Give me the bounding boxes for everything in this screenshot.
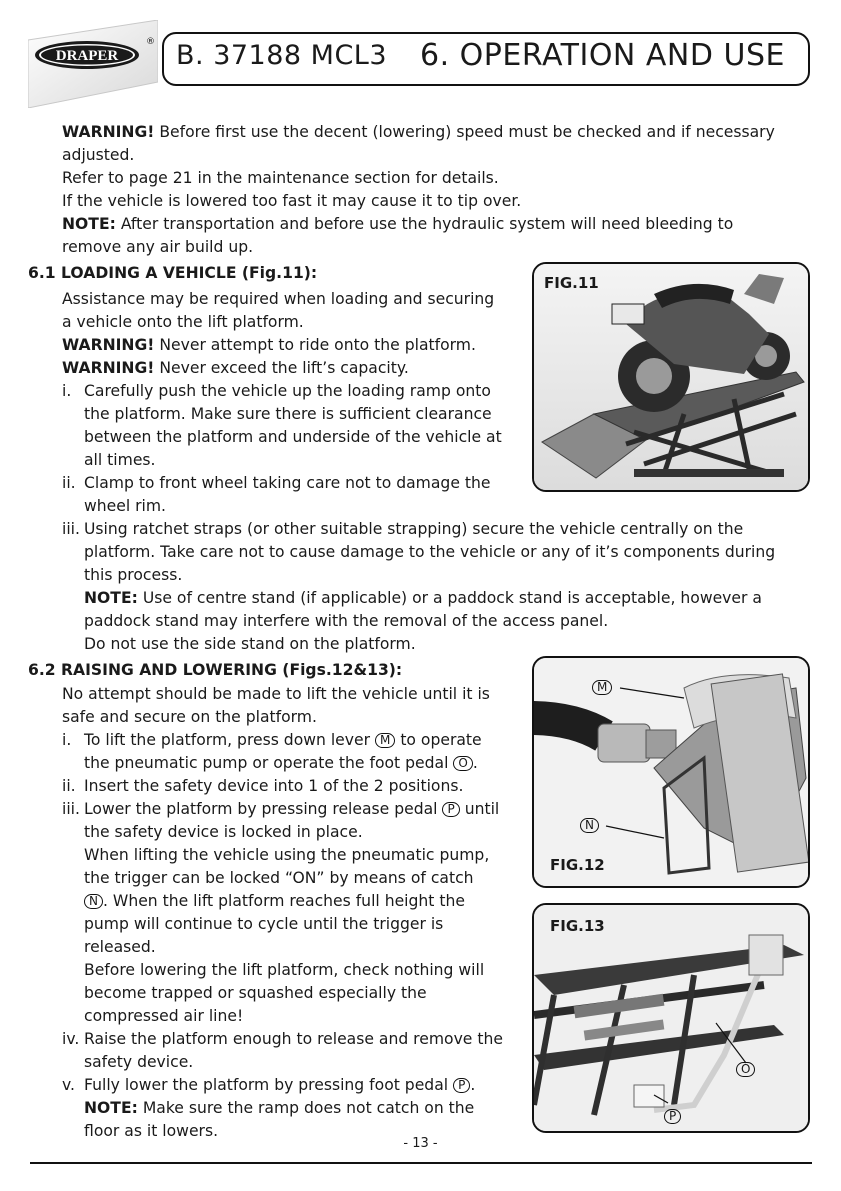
s61-warning-2: WARNING! Never exceed the lift’s capacity.	[62, 359, 409, 377]
callout-p-ref: P	[442, 802, 459, 817]
s61-item-ii-num: ii.	[62, 474, 76, 492]
intro-tip: If the vehicle is lowered too fast it may cause it to tip over.	[62, 192, 522, 210]
figure-13-label: FIG.13	[550, 917, 605, 935]
callout-m-ref: M	[375, 733, 395, 748]
s62-pump-line-4: pump will continue to cycle until the trigger is	[84, 915, 444, 933]
figure-11	[532, 262, 810, 492]
intro-refer: Refer to page 21 in the maintenance section for details.	[62, 169, 499, 187]
section-title: 6. OPERATION AND USE	[420, 38, 785, 73]
figure-12	[532, 656, 810, 888]
s61-item-i-line: Carefully push the vehicle up the loading ramp onto	[84, 382, 491, 400]
intro-warning-line-1: WARNING! Before first use the decent (lowering) speed must be checked and if necessary	[62, 123, 775, 141]
pneumatic-pump-lever-illustration	[534, 658, 808, 886]
section-6-1-heading: 6.1 LOADING A VEHICLE (Fig.11):	[28, 264, 318, 282]
svg-text:®: ®	[146, 37, 155, 47]
s62-note-2: floor as it lowers.	[84, 1122, 219, 1140]
s61-item-i-line: all times.	[84, 451, 156, 469]
callout-n: N	[580, 818, 599, 833]
s61-item-iii-line: platform. Take care not to cause damage to the vehicle or any of it’s components during	[84, 543, 776, 561]
s62-item-iv-line-2: safety device.	[84, 1053, 194, 1071]
footer-divider	[30, 1162, 812, 1164]
figure-12-label: FIG.12	[550, 856, 605, 874]
s61-item-i-line: the platform. Make sure there is sufficient clearance	[84, 405, 492, 423]
s61-note-1: NOTE: Use of centre stand (if applicable) or a paddock stand is acceptable, however a	[84, 589, 762, 607]
intro-note-line-1: NOTE: After transportation and before use the hydraulic system will need bleeding to	[62, 215, 734, 233]
s62-pump-line-2: the trigger can be locked “ON” by means of catch	[84, 869, 474, 887]
callout-o: O	[736, 1062, 755, 1077]
page-number: - 13 -	[403, 1136, 438, 1151]
s62-pump-line-1: When lifting the vehicle using the pneumatic pump,	[84, 846, 490, 864]
s61-intro-1: Assistance may be required when loading and securing	[62, 290, 495, 308]
s61-item-iii-num: iii.	[62, 520, 80, 538]
s62-item-iii-line-1: Lower the platform by pressing release pedal P until	[84, 800, 500, 818]
intro-warning-line-2: adjusted.	[62, 146, 135, 164]
s62-before-line-1: Before lowering the lift platform, check nothing will	[84, 961, 485, 979]
s62-item-v-line: Fully lower the platform by pressing foot pedal P .	[84, 1076, 476, 1094]
s62-before-line-2: become trapped or squashed especially the	[84, 984, 427, 1002]
svg-text:DRAPER: DRAPER	[55, 48, 119, 64]
s62-intro-1: No attempt should be made to lift the vehicle until it is	[62, 685, 490, 703]
s61-side-stand: Do not use the side stand on the platform.	[84, 635, 416, 653]
s62-item-i-line-2: the pneumatic pump or operate the foot pedal O .	[84, 754, 478, 772]
s62-item-iii-line-2: the safety device is locked in place.	[84, 823, 363, 841]
s62-item-i-num: i.	[62, 731, 72, 749]
s62-item-iii-num: iii.	[62, 800, 80, 818]
callout-p: P	[664, 1109, 681, 1124]
figure-11-label: FIG.11	[544, 274, 599, 292]
s61-warning-1: WARNING! Never attempt to ride onto the platform.	[62, 336, 476, 354]
s61-item-ii-line: Clamp to front wheel taking care not to damage the	[84, 474, 491, 492]
s61-item-iii-line: this process.	[84, 566, 183, 584]
s61-item-i-num: i.	[62, 382, 72, 400]
s61-item-iii-line: Using ratchet straps (or other suitable strapping) secure the vehicle centrally on the	[84, 520, 744, 538]
draper-logo	[28, 20, 158, 108]
s61-note-2: paddock stand may interfere with the removal of the access panel.	[84, 612, 609, 630]
s62-pump-line-3: N . When the lift platform reaches full height the	[84, 890, 465, 913]
s61-item-ii-line: wheel rim.	[84, 497, 167, 515]
foot-pedal-frame-illustration	[534, 905, 808, 1131]
s62-item-iv-num: iv.	[62, 1030, 80, 1048]
s62-item-iv-line-1: Raise the platform enough to release and remove the	[84, 1030, 503, 1048]
callout-p-ref: P	[453, 1078, 470, 1093]
intro-note-line-2: remove any air build up.	[62, 238, 254, 256]
s61-item-i-line: between the platform and underside of the vehicle at	[84, 428, 502, 446]
s62-item-v-num: v.	[62, 1076, 75, 1094]
header-model: B. 37188 MCL3	[176, 40, 388, 71]
s62-before-line-3: compressed air line!	[84, 1007, 244, 1025]
s62-item-ii-num: ii.	[62, 777, 76, 795]
callout-o-ref: O	[453, 756, 472, 771]
s62-intro-2: safe and secure on the platform.	[62, 708, 317, 726]
s62-pump-line-5: released.	[84, 938, 156, 956]
scooter-on-lift-illustration	[534, 264, 808, 490]
s62-item-ii-line: Insert the safety device into 1 of the 2 positions.	[84, 777, 464, 795]
s62-item-i-line-1: To lift the platform, press down lever M to operate	[84, 731, 482, 749]
callout-m: M	[592, 680, 612, 695]
figure-13	[532, 903, 810, 1133]
callout-n-ref: N	[84, 894, 103, 909]
s61-intro-2: a vehicle onto the lift platform.	[62, 313, 304, 331]
s62-note-1: NOTE: Make sure the ramp does not catch on the	[84, 1099, 475, 1117]
section-6-2-heading: 6.2 RAISING AND LOWERING (Figs.12&13):	[28, 661, 403, 679]
